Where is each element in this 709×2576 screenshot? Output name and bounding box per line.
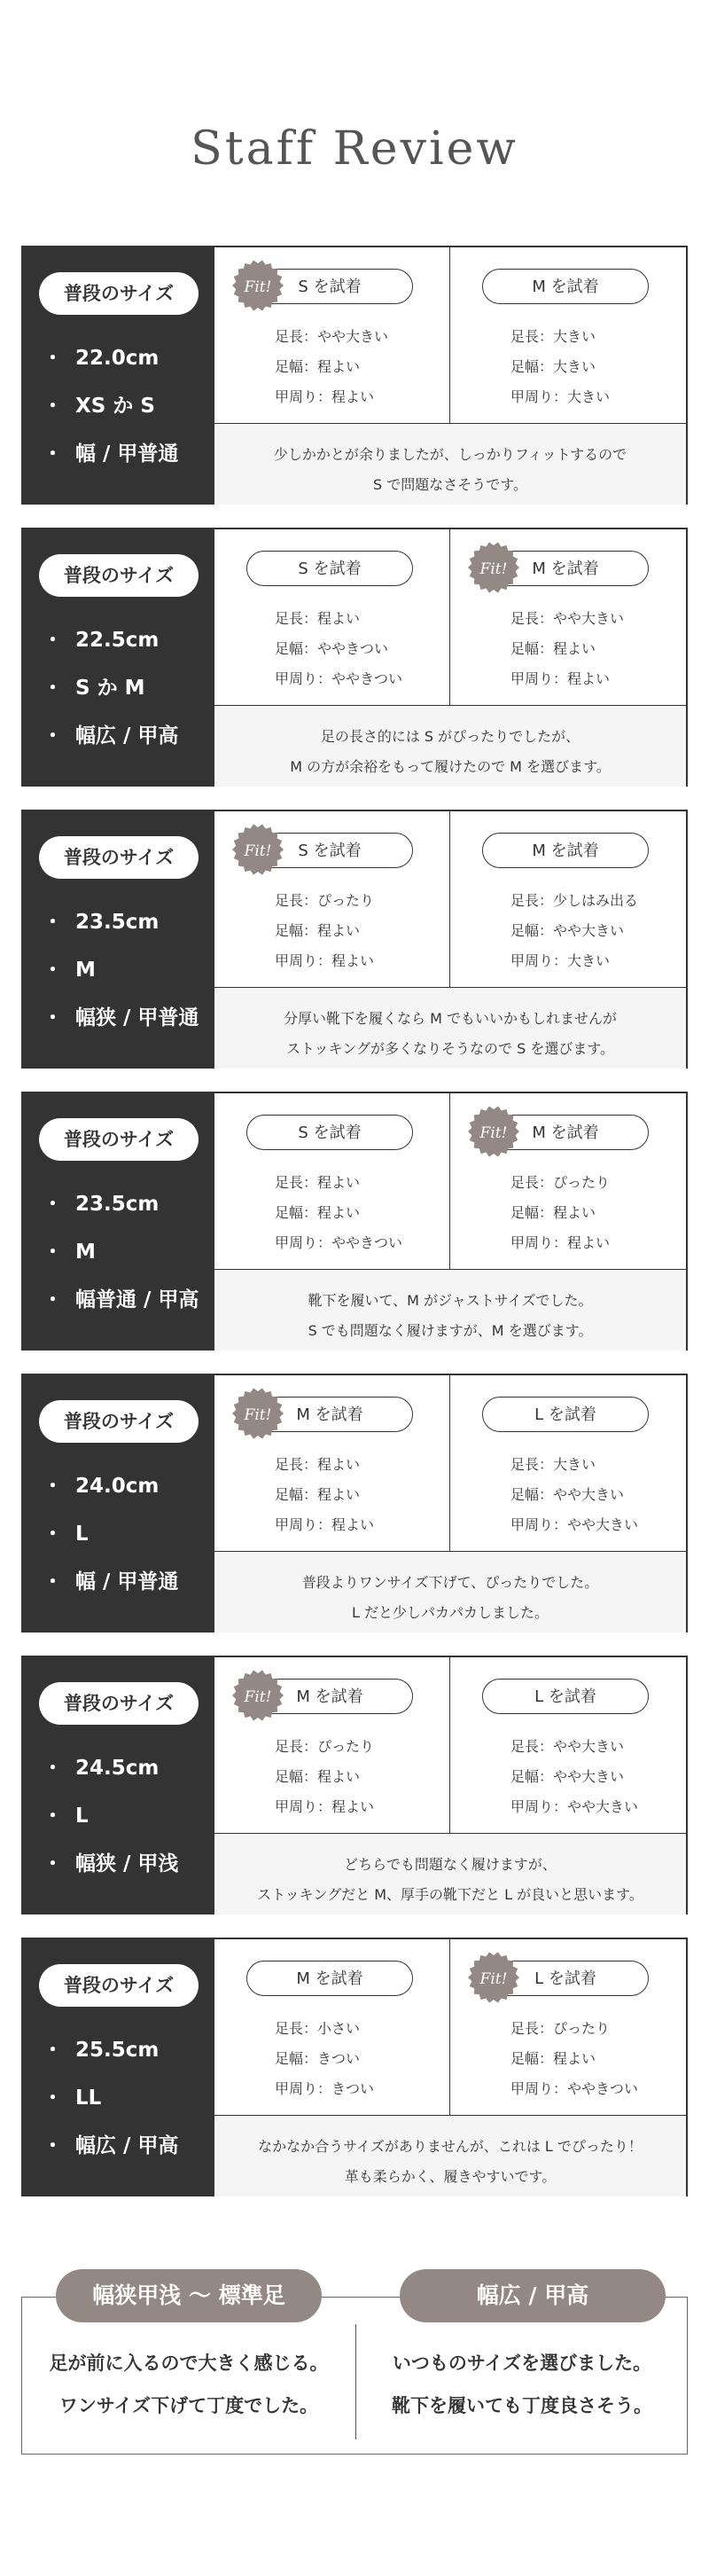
fit-mark-text: Fit! bbox=[244, 278, 272, 296]
spec-instep: 甲周り：やや大きい bbox=[510, 1798, 639, 1815]
usual-size-label: 普段のサイズ bbox=[39, 272, 199, 315]
foot-shape: ・ 幅 / 甲普通 bbox=[43, 442, 179, 466]
spec-length: 足長：程よい bbox=[275, 1174, 361, 1191]
fitting-column bbox=[450, 811, 685, 987]
fit-mark-text: Fit! bbox=[479, 560, 508, 578]
column-divider bbox=[449, 1375, 450, 1551]
spec-instep: 甲周り：程よい bbox=[275, 1516, 375, 1533]
comment-line: 靴下を履いて、M がジャストサイズでした。 bbox=[308, 1292, 593, 1309]
fitting-panel bbox=[214, 1938, 688, 2196]
column-divider bbox=[449, 529, 450, 705]
tried-size-label: S を試着 bbox=[246, 269, 413, 304]
spec-instep: 甲周り：やや大きい bbox=[510, 1516, 639, 1533]
spec-instep: 甲周り：程よい bbox=[275, 952, 375, 969]
foot-length: ・ 25.5cm bbox=[43, 2039, 160, 2062]
fit-mark-text: Fit! bbox=[244, 842, 272, 860]
usual-size: ・ S か M bbox=[43, 677, 145, 700]
fit-badge-icon bbox=[232, 1670, 284, 1721]
tried-size-label: M を試着 bbox=[482, 269, 649, 304]
comment-line: S で問題なさそうです。 bbox=[373, 476, 527, 493]
spec-instep: 甲周り：ややきつい bbox=[510, 2080, 639, 2097]
spec-width: 足幅：ややきつい bbox=[275, 640, 389, 657]
spec-length: 足長：程よい bbox=[275, 1456, 361, 1473]
review-card bbox=[21, 246, 688, 505]
spec-width: 足幅：程よい bbox=[510, 2050, 596, 2067]
comment-line: ストッキングが多くなりそうなので S を選びます。 bbox=[285, 1040, 615, 1057]
fit-badge-icon bbox=[468, 1106, 519, 1157]
foot-length: ・ 24.0cm bbox=[43, 1475, 160, 1498]
summary-box bbox=[21, 2282, 688, 2455]
spec-width: 足幅：程よい bbox=[275, 1486, 361, 1503]
fit-mark-text: Fit! bbox=[479, 1970, 508, 1988]
tried-size-label: M を試着 bbox=[246, 1397, 413, 1432]
tried-size-label: L を試着 bbox=[482, 1679, 649, 1714]
tried-size-label: S を試着 bbox=[246, 551, 413, 586]
spec-instep: 甲周り：大きい bbox=[510, 388, 611, 405]
spec-length: 足長：少しはみ出る bbox=[510, 892, 639, 909]
foot-shape: ・ 幅広 / 甲高 bbox=[43, 724, 179, 748]
fitting-panel bbox=[214, 1656, 688, 1914]
foot-length: ・ 23.5cm bbox=[43, 1193, 160, 1216]
spec-width: 足幅：きつい bbox=[275, 2050, 361, 2067]
review-card bbox=[21, 1938, 688, 2196]
tried-size-label: S を試着 bbox=[246, 833, 413, 868]
fit-badge-icon bbox=[232, 824, 284, 875]
column-divider bbox=[449, 247, 450, 423]
spec-width: 足幅：やや大きい bbox=[510, 1768, 625, 1785]
tried-size-label: M を試着 bbox=[482, 833, 649, 868]
spec-instep: 甲周り：ややきつい bbox=[275, 670, 403, 687]
column-divider bbox=[449, 811, 450, 987]
usual-size: ・ M bbox=[43, 1241, 96, 1264]
usual-size: ・ M bbox=[43, 959, 96, 982]
fit-badge-icon bbox=[468, 542, 519, 593]
tried-size-label: M を試着 bbox=[246, 1961, 413, 1996]
usual-size-label: 普段のサイズ bbox=[39, 1400, 199, 1443]
summary-right-line: いつものサイズを選びました。 bbox=[392, 2353, 652, 2374]
foot-length: ・ 23.5cm bbox=[43, 911, 160, 934]
spec-length: 足長：やや大きい bbox=[275, 328, 389, 345]
usual-size-panel bbox=[21, 1656, 214, 1914]
summary-divider bbox=[355, 2324, 356, 2439]
tried-size-label: M を試着 bbox=[482, 1115, 649, 1150]
comment-line: ストッキングだと M、厚手の靴下だと L が良いと思います。 bbox=[257, 1886, 643, 1903]
tried-size-label: L を試着 bbox=[482, 1397, 649, 1432]
review-comment bbox=[214, 1270, 686, 1351]
spec-length: 足長：ぴったり bbox=[510, 1174, 611, 1191]
summary-left-line: ワンサイズ下げて丁度でした。 bbox=[58, 2395, 319, 2416]
spec-length: 足長：大きい bbox=[510, 328, 596, 345]
tried-size-label: M を試着 bbox=[246, 1679, 413, 1714]
spec-length: 足長：大きい bbox=[510, 1456, 596, 1473]
fitting-panel bbox=[214, 1092, 688, 1351]
spec-length: 足長：ぴったり bbox=[275, 892, 375, 909]
fitting-column bbox=[214, 811, 449, 987]
usual-size-panel bbox=[21, 810, 214, 1069]
usual-size: ・ L bbox=[43, 1523, 89, 1546]
spec-instep: 甲周り：大きい bbox=[510, 952, 611, 969]
spec-length: 足長：ぴったり bbox=[275, 1738, 375, 1755]
tried-size-label: L を試着 bbox=[482, 1961, 649, 1996]
comment-line: S でも問題なく履けますが、M を選びます。 bbox=[308, 1322, 593, 1339]
comment-line: M の方が余裕をもって履けたので M を選びます。 bbox=[290, 758, 611, 775]
spec-length: 足長：ぴったり bbox=[510, 2020, 611, 2037]
foot-length: ・ 22.5cm bbox=[43, 629, 160, 652]
spec-instep: 甲周り：きつい bbox=[275, 2080, 375, 2097]
review-comment bbox=[214, 1834, 686, 1914]
usual-size-label: 普段のサイズ bbox=[39, 836, 199, 879]
spec-width: 足幅：程よい bbox=[275, 1768, 361, 1785]
foot-length: ・ 22.0cm bbox=[43, 347, 160, 370]
fit-mark-text: Fit! bbox=[479, 1124, 508, 1142]
tried-size-label: M を試着 bbox=[482, 551, 649, 586]
foot-length: ・ 24.5cm bbox=[43, 1757, 160, 1780]
spec-instep: 甲周り：程よい bbox=[275, 388, 375, 405]
review-card bbox=[21, 810, 688, 1069]
foot-shape: ・ 幅 / 甲普通 bbox=[43, 1570, 179, 1593]
fit-mark-text: Fit! bbox=[244, 1688, 272, 1706]
fitting-column bbox=[450, 247, 685, 423]
fitting-column bbox=[450, 529, 685, 705]
page-title: Staff Review bbox=[191, 122, 518, 176]
tried-size-label: S を試着 bbox=[246, 1115, 413, 1150]
comment-line: 革も柔らかく、履きやすいです。 bbox=[344, 2168, 557, 2185]
column-divider bbox=[449, 1657, 450, 1833]
fitting-column bbox=[450, 1657, 685, 1833]
foot-shape: ・ 幅広 / 甲高 bbox=[43, 2134, 179, 2157]
spec-instep: 甲周り：程よい bbox=[275, 1798, 375, 1815]
fitting-column bbox=[214, 1375, 449, 1551]
usual-size-label: 普段のサイズ bbox=[39, 554, 199, 597]
summary-left-line: 足が前に入るので大きく感じる。 bbox=[49, 2353, 329, 2374]
review-card bbox=[21, 1374, 688, 1633]
usual-size: ・ LL bbox=[43, 2087, 102, 2110]
fit-mark-text: Fit! bbox=[244, 1406, 272, 1424]
comment-line: どちらでも問題なく履けますが、 bbox=[344, 1856, 557, 1873]
summary-right-label: 幅広 / 甲高 bbox=[400, 2269, 666, 2322]
comment-line: L だと少しパカパカしました。 bbox=[351, 1604, 549, 1621]
fitting-column bbox=[450, 1939, 685, 2115]
usual-size-panel bbox=[21, 1938, 214, 2196]
fitting-column bbox=[450, 1093, 685, 1269]
fitting-column bbox=[214, 1093, 449, 1269]
comment-line: 少しかかとが余りましたが、しっかりフィットするので bbox=[273, 446, 627, 463]
spec-instep: 甲周り：ややきつい bbox=[275, 1234, 403, 1251]
column-divider bbox=[449, 1093, 450, 1269]
fitting-column bbox=[214, 247, 449, 423]
comment-line: なかなか合うサイズがありませんが、これは L でぴったり！ bbox=[258, 2138, 643, 2155]
spec-width: 足幅：程よい bbox=[275, 922, 361, 939]
fitting-panel bbox=[214, 810, 688, 1069]
usual-size-label: 普段のサイズ bbox=[39, 1682, 199, 1725]
comment-line: 分厚い靴下を履くなら M でもいいかもしれませんが bbox=[284, 1010, 617, 1027]
usual-size-panel bbox=[21, 528, 214, 787]
fit-badge-icon bbox=[468, 1952, 519, 2003]
spec-length: 足長：小さい bbox=[275, 2020, 361, 2037]
spec-instep: 甲周り：程よい bbox=[510, 670, 611, 687]
foot-shape: ・ 幅狭 / 甲普通 bbox=[43, 1006, 199, 1030]
usual-size-panel bbox=[21, 1374, 214, 1633]
usual-size-panel bbox=[21, 246, 214, 505]
spec-length: 足長：やや大きい bbox=[510, 1738, 625, 1755]
review-comment bbox=[214, 1552, 686, 1633]
review-comment bbox=[214, 424, 686, 505]
usual-size-label: 普段のサイズ bbox=[39, 1964, 199, 2007]
usual-size-label: 普段のサイズ bbox=[39, 1118, 199, 1161]
review-card bbox=[21, 528, 688, 787]
spec-width: 足幅：大きい bbox=[510, 358, 596, 375]
review-card bbox=[21, 1656, 688, 1914]
fitting-column bbox=[450, 1375, 685, 1551]
fit-badge-icon bbox=[232, 1388, 284, 1439]
spec-width: 足幅：程よい bbox=[510, 1204, 596, 1221]
comment-line: 足の長さ的には S がぴったりでしたが、 bbox=[320, 728, 580, 745]
spec-length: 足長：やや大きい bbox=[510, 610, 625, 627]
foot-shape: ・ 幅普通 / 甲高 bbox=[43, 1288, 199, 1311]
foot-shape: ・ 幅狭 / 甲浅 bbox=[43, 1852, 179, 1875]
fitting-column bbox=[214, 529, 449, 705]
spec-width: 足幅：やや大きい bbox=[510, 922, 625, 939]
comment-line: 普段よりワンサイズ下げて、ぴったりでした。 bbox=[301, 1574, 599, 1591]
column-divider bbox=[449, 1939, 450, 2115]
review-comment bbox=[214, 706, 686, 787]
usual-size: ・ XS か S bbox=[43, 395, 155, 418]
fitting-column bbox=[214, 1939, 449, 2115]
review-comment bbox=[214, 2116, 686, 2196]
summary-right-line: 靴下を履いても丁度良さそう。 bbox=[392, 2395, 652, 2416]
spec-width: 足幅：程よい bbox=[510, 640, 596, 657]
spec-length: 足長：程よい bbox=[275, 610, 361, 627]
fitting-panel bbox=[214, 1374, 688, 1633]
fitting-panel bbox=[214, 528, 688, 787]
summary-left-label: 幅狭甲浅 ～ 標準足 bbox=[56, 2269, 322, 2322]
review-comment bbox=[214, 988, 686, 1069]
usual-size: ・ L bbox=[43, 1805, 89, 1828]
spec-width: 足幅：程よい bbox=[275, 1204, 361, 1221]
spec-width: 足幅：程よい bbox=[275, 358, 361, 375]
usual-size-panel bbox=[21, 1092, 214, 1351]
review-card bbox=[21, 1092, 688, 1351]
fitting-panel bbox=[214, 246, 688, 505]
spec-width: 足幅：やや大きい bbox=[510, 1486, 625, 1503]
spec-instep: 甲周り：程よい bbox=[510, 1234, 611, 1251]
fit-badge-icon bbox=[232, 260, 284, 311]
fitting-column bbox=[214, 1657, 449, 1833]
